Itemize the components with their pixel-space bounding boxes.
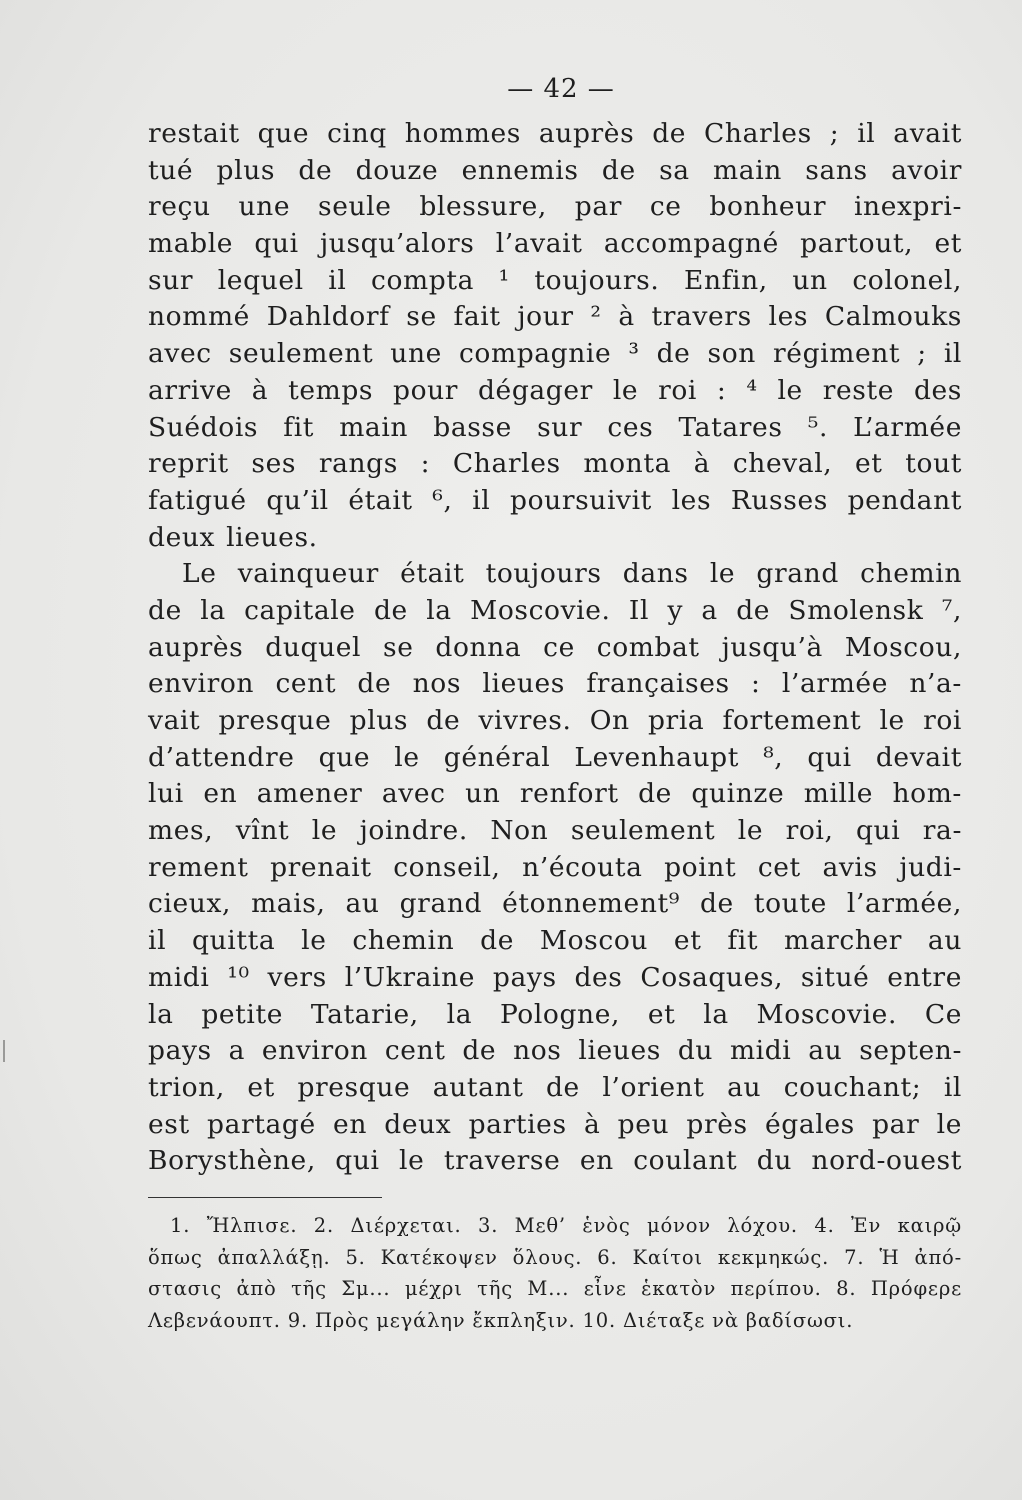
text-line: lui en amener avec un renfort de quinze mille hom- [148,778,962,810]
text-line: cieux, mais, au grand étonnement⁹ de toute l’armée, [148,888,962,920]
footnote-line: ὅπως ἀπαλλάξῃ. 5. Κατέκοψεν ὅλους. 6. Καίτοι κεκμηκώς. 7. Ἡ ἀπό- [148,1245,962,1269]
text-line: avec seulement une compagnie ³ de son régiment ; il [148,338,962,370]
text-line: reprit ses rangs : Charles monta à cheval, et tout [148,448,962,480]
text-line: mable qui jusqu’alors l’avait accompagné partout, et [148,228,962,260]
body-text [148,116,962,1180]
text-line: tué plus de douze ennemis de sa main sans avoir [148,154,962,186]
footnote-line: 1. Ἤλπισε. 2. Διέρχεται. 3. Μεθ’ ἑνὸς μόνον λόχου. 4. Ἐν καιρῷ [170,1214,962,1237]
text-line: rement prenait conseil, n’écouta point cet avis judi- [148,851,962,883]
text-line: vait presque plus de vivres. On pria fortement le roi [148,705,962,736]
text-line: nommé Dahldorf se fait jour ² à travers les Calmouks [148,301,962,333]
footnote-line: στασις ἀπὸ τῆς Σμ... μέχρι τῆς Μ... εἶνε ἑκατὸν περίπου. 8. Πρόφερε [148,1277,962,1300]
text-line: est partagé en deux parties à peu près égales par le [148,1108,962,1140]
text-line: arrive à temps pour dégager le roi : ⁴ le reste des [148,374,962,406]
margin-mark [3,1040,5,1062]
text-line: trion, et presque autant de l’orient au couchant; il [148,1071,962,1103]
text-line: reçu une seule blessure, par ce bonheur inexpri- [148,191,962,223]
text-line: Suédois fit main basse sur ces Tatares ⁵. L’armée [148,411,962,443]
text-line: environ cent de nos lieues françaises : l’armée n’a- [148,668,962,700]
text-line: mes, vînt le joindre. Non seulement le roi, qui ra- [148,815,962,847]
text-line: de la capitale de la Moscovie. Il y a de Smolensk ⁷, [148,594,962,626]
footnote-line: Λεβενάουπτ. 9. Πρὸς μεγάλην ἔκπληξιν. 10. Διέταξε νὰ βαδίσωσι. [148,1308,854,1332]
text-line: auprès duquel se donna ce combat jusqu’à Moscou, [148,631,962,663]
text-line: d’attendre que le général Levenhaupt ⁸, qui devait [148,741,962,773]
text-line: sur lequel il compta ¹ toujours. Enfin, un colonel, [148,264,962,296]
text-line: restait que cinq hommes auprès de Charles ; il avait [148,118,962,149]
text-line: pays a environ cent de nos lieues du midi au septen- [148,1035,962,1067]
footnotes [148,1210,962,1336]
page-number: — 42 — [507,74,615,104]
text-line: Borysthène, qui le traverse en coulant du nord-ouest [148,1145,962,1177]
text-line: Le vainqueur était toujours dans le grand chemin [182,558,962,590]
text-line: deux lieues. [148,521,318,553]
text-line: la petite Tatarie, la Pologne, et la Moscovie. Ce [148,998,962,1030]
text-line: midi ¹⁰ vers l’Ukraine pays des Cosaques, situé entre [148,961,962,993]
footnote-divider [148,1197,382,1198]
text-line: fatigué qu’il était ⁶, il poursuivit les Russes pendant [148,484,962,516]
text-line: il quitta le chemin de Moscou et fit marcher au [148,925,962,957]
